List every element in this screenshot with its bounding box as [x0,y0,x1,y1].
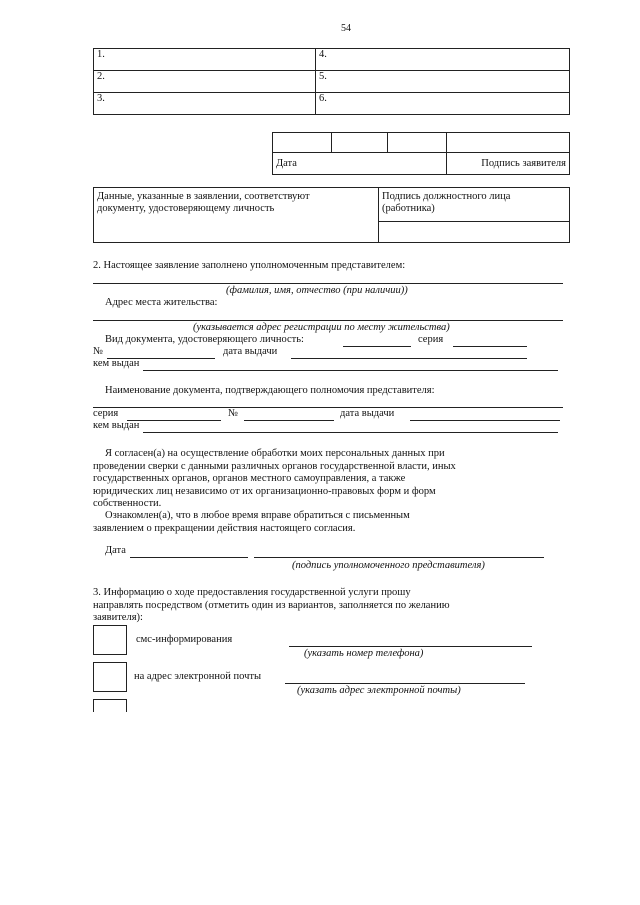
official-signature-label: (работника) [382,203,435,214]
date-cell[interactable] [332,133,388,153]
official-signature-label: Подпись должностного лица [382,191,511,202]
section3-line: 3. Информацию о ходе предоставления государственной услуги прошу [93,587,411,598]
number-label: № [93,346,104,357]
fio-caption: (фамилия, имя, отчество (при наличии)) [226,285,408,296]
sms-checkbox[interactable] [93,625,127,655]
address-caption: (указывается адрес регистрации по месту жительства) [193,322,450,333]
issued-by2-label: кем выдан [93,420,140,431]
data-matches-text: документу, удостоверяющему личность [97,203,275,214]
signature-caption: (подпись уполномоченного представителя) [292,560,485,571]
representative-date-label: Дата [105,545,126,556]
email-checkbox[interactable] [93,662,127,692]
phone-caption: (указать номер телефона) [304,648,424,659]
date-cell[interactable] [273,133,332,153]
address-label: Адрес места жительства: [105,297,218,308]
section3-line: заявителя): [93,612,143,623]
signature-label: Подпись заявителя [447,153,570,175]
series2-field[interactable] [127,420,221,421]
issue-date-field[interactable] [291,358,527,359]
series-label: серия [418,334,444,345]
email-caption: (указать адрес электронной почты) [297,685,461,696]
official-signature-label-cell [379,188,570,222]
doc-type-field[interactable] [343,346,411,347]
representative-name-field[interactable] [93,283,563,284]
consent-line: государственных органов, органов местного самоуправления, а также [93,473,406,484]
signature-cell[interactable] [447,133,570,153]
date-label: Дата [273,153,447,175]
consent-line: собственности. [93,498,162,509]
data-matches-cell [94,188,379,243]
phone-field[interactable] [289,646,532,647]
consent-paragraph [93,448,533,511]
date-signature-table [272,132,570,175]
issued-by-field[interactable] [143,370,558,371]
table-cell[interactable]: 5. [316,71,570,93]
consent-line: проведении сверки с данными различных органов государственной власти, иных [93,460,456,472]
consent-line: Я согласен(а) на осуществление обработки моих персональных данных при [105,448,445,459]
numbered-table [93,48,570,115]
issue-date2-label: дата выдачи [340,408,395,419]
issued-by-label: кем выдан [93,358,140,369]
section2-heading: 2. Настоящее заявление заполнено уполномоченным представителем: [93,260,406,271]
issue-date2-field[interactable] [410,420,560,421]
date-cell[interactable] [388,133,447,153]
email-field[interactable] [285,683,525,684]
table-cell[interactable]: 1. [94,49,316,71]
email-label: на адрес электронной почты [134,671,262,682]
issue-date-label: дата выдачи [223,346,278,357]
data-matches-text: Данные, указанные в заявлении, соответствуют [97,191,310,202]
ack-line: заявлением о прекращении действия настоящего согласия. [93,522,356,534]
table-cell[interactable]: 2. [94,71,316,93]
number2-label: № [228,408,239,419]
section3-paragraph [93,587,533,625]
table-cell[interactable]: 4. [316,49,570,71]
section3-line: направлять посредством (отметить один из вариантов, заполняется по желанию [93,599,450,611]
page-number: 54 [341,23,351,34]
verification-table [93,187,570,243]
authority-doc-field[interactable] [93,407,563,408]
acknowledgement-paragraph [93,510,533,535]
series2-label: серия [93,408,119,419]
representative-date-field[interactable] [130,557,248,558]
third-option-checkbox[interactable] [93,699,127,712]
authority-doc-label: Наименование документа, подтверждающего полномочия представителя: [105,385,435,396]
series-field[interactable] [453,346,527,347]
address-field[interactable] [93,320,563,321]
table-cell[interactable]: 6. [316,93,570,115]
number2-field[interactable] [244,420,334,421]
table-cell[interactable]: 3. [94,93,316,115]
consent-line: юридических лиц независимо от их организационно-правовых форм и форм [93,485,436,497]
official-signature-field[interactable] [379,222,570,243]
sms-label: смс-информирования [136,634,233,645]
ack-line: Ознакомлен(а), что в любое время вправе обратиться с письменным [105,510,410,521]
issued-by2-field[interactable] [143,432,558,433]
doc-type-label: Вид документа, удостоверяющего личность: [105,334,304,345]
representative-signature-field[interactable] [254,557,544,558]
